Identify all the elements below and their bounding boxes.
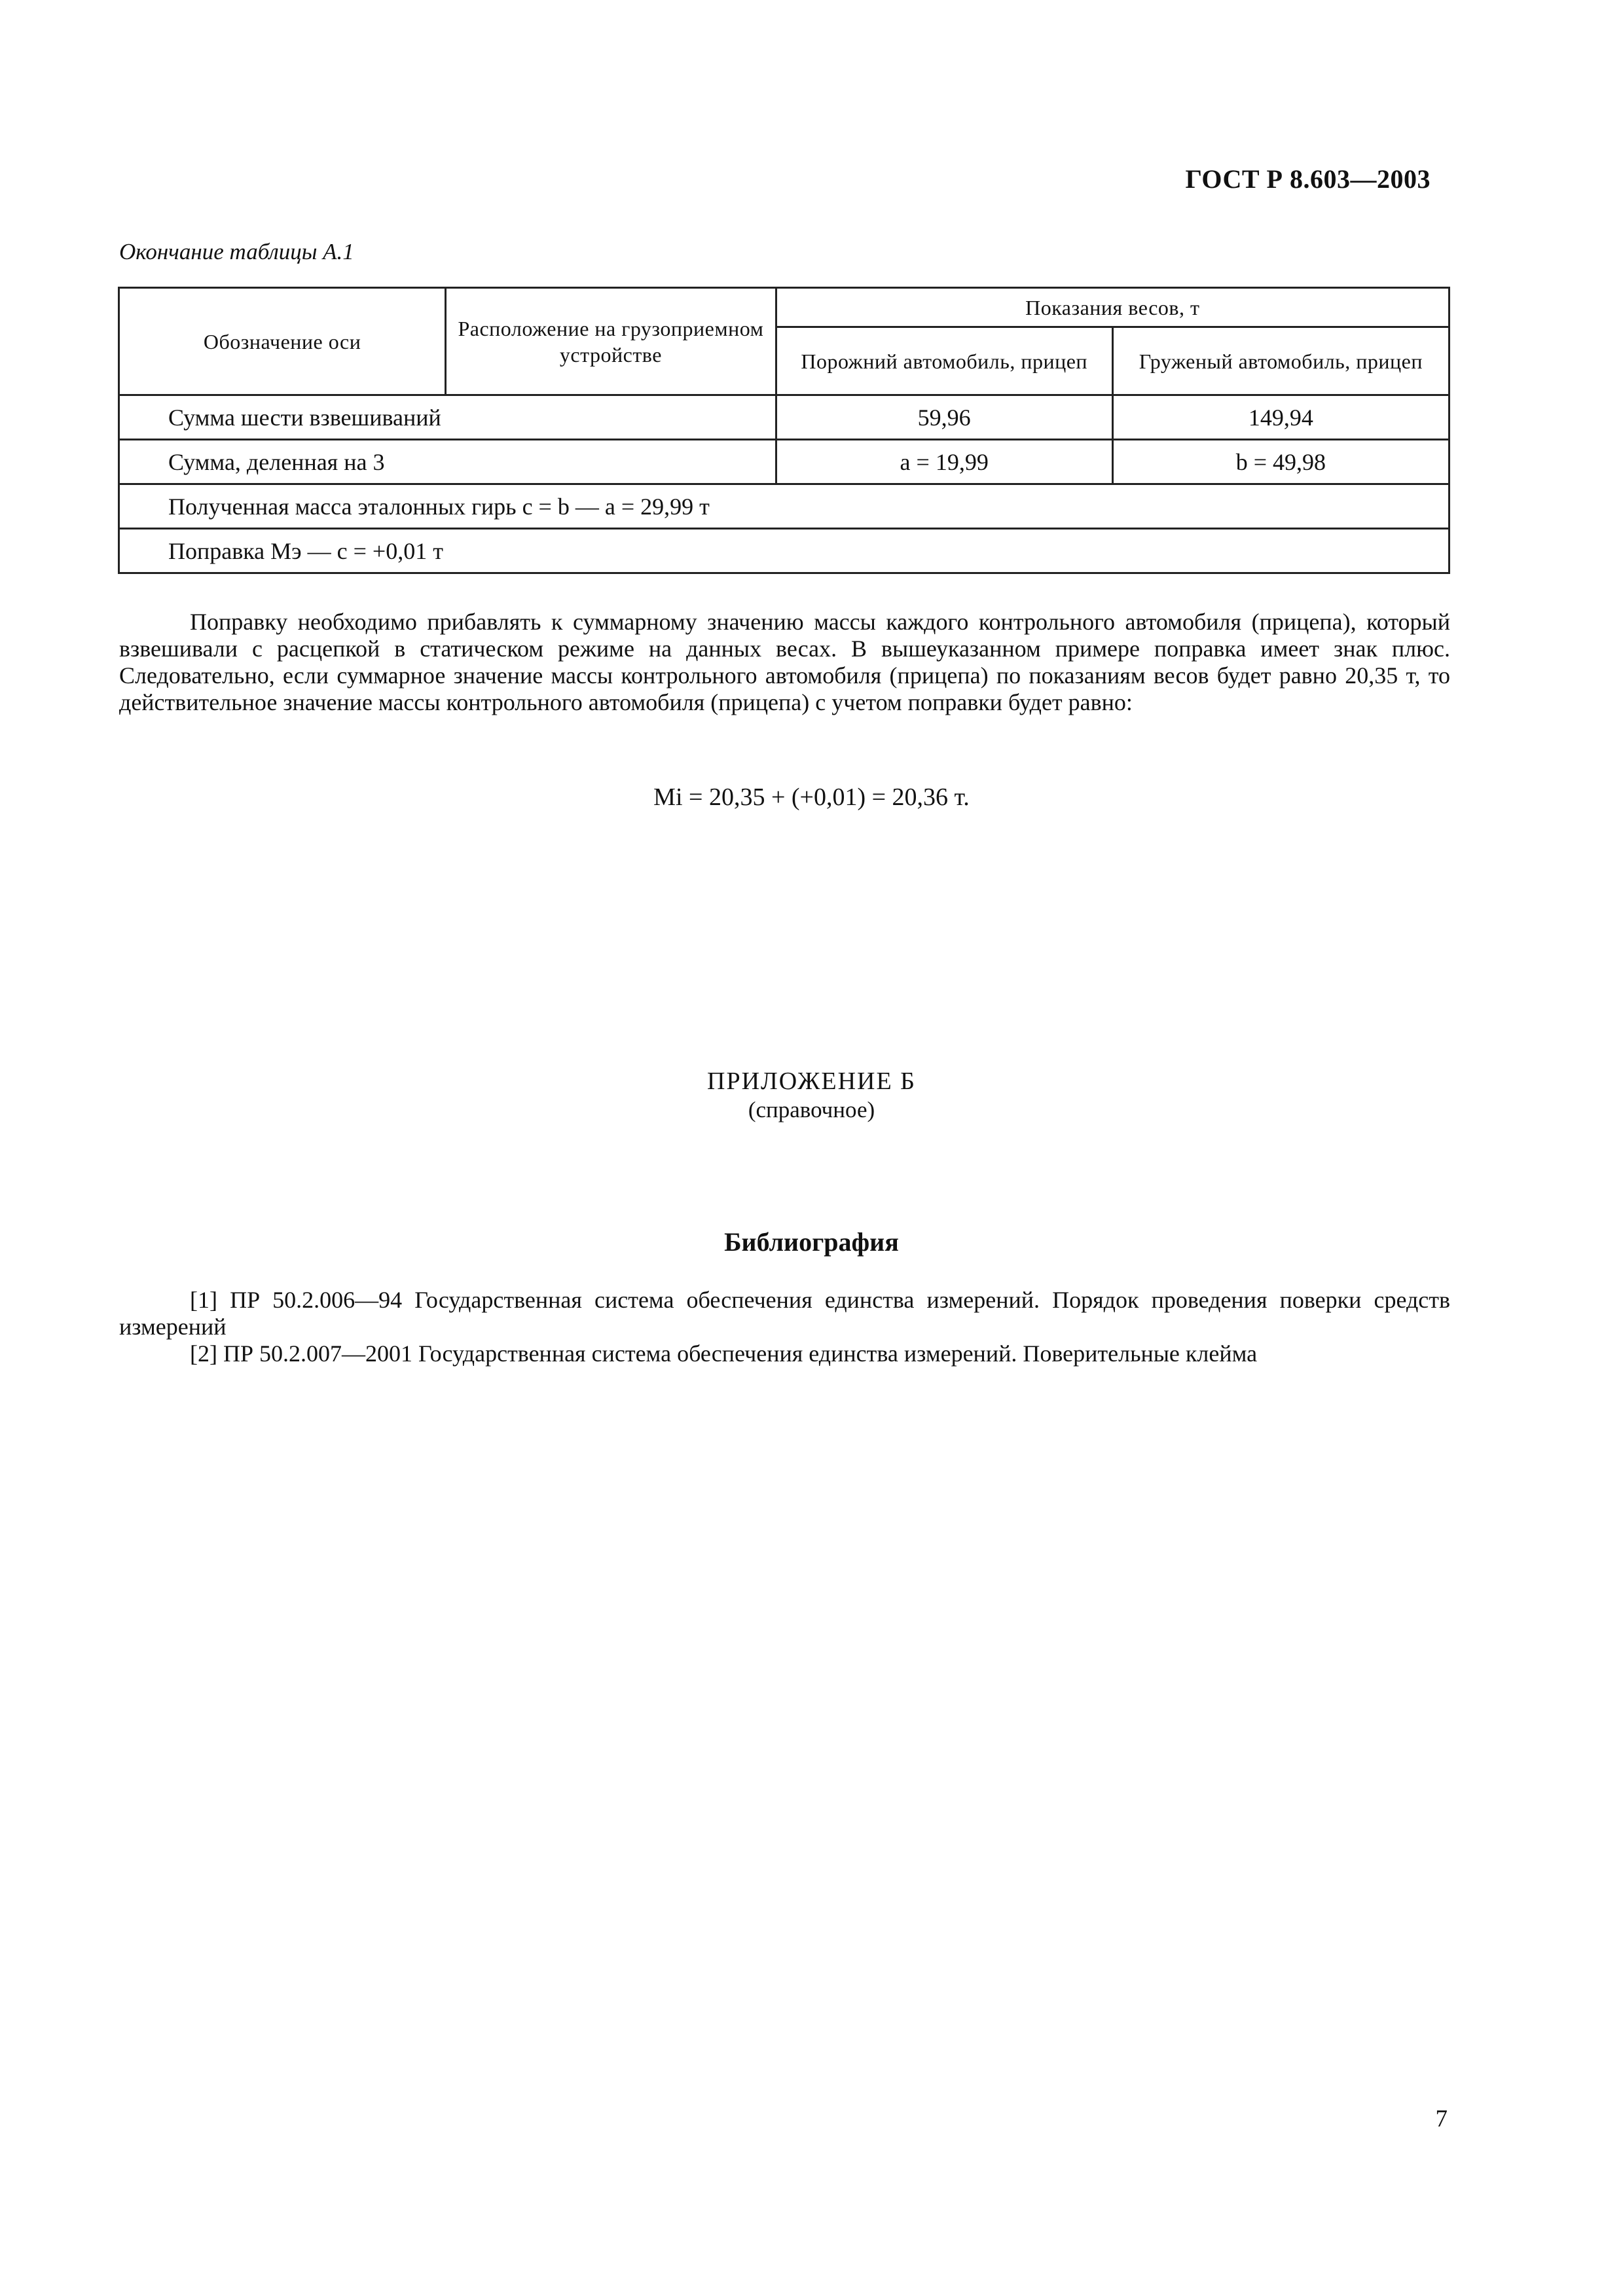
header-loaded-vehicle: Груженый автомобиль, прицеп [1112,327,1449,395]
weighing-table [118,287,1450,574]
formula: Mi = 20,35 + (+0,01) = 20,36 т. [653,783,970,811]
bibliography-item: [2] ПР 50.2.007—2001 Государственная система обеспечения единства измерений. Поверительные клейма [190,1340,1258,1367]
bibliography-title: Библиография [724,1227,899,1257]
table-row [119,529,1450,573]
table-row [119,395,1450,440]
row-loaded-value: 149,94 [1112,395,1449,440]
bibliography-item: [1] ПР 50.2.006—94 Государственная система обеспечения единства измерений. Порядок проведения поверки средств измерений [119,1287,1450,1340]
mass-row: Полученная масса эталонных гирь c = b — a = 29,99 т [119,484,1450,529]
header-readings: Показания весов, т [776,288,1449,327]
appendix-subtitle: (справочное) [748,1097,875,1122]
correction-row: Поправка Mэ — c = +0,01 т [119,529,1450,573]
paragraph-text: Поправку необходимо прибавлять к суммарному значению массы каждого контрольного автомобиля (прицепа), который взвешивали с расцепкой в статическом режиме на данных весах. В вышеуказанном примере поправка имеет знак плюс. Следовательно, если суммарное значение массы контрольного автомобиля (прицепа) по показаниям весов будет равно 20,35 т, то действительное значение массы контрольного автомобиля (прицепа) с учетом поправки будет равно: [119,609,1450,715]
row-label: Сумма шести взвешиваний [119,395,776,440]
row-loaded-value: b = 49,98 [1112,440,1449,484]
appendix-title: ПРИЛОЖЕНИЕ Б [707,1067,916,1095]
table-row [119,440,1450,484]
table-caption: Окончание таблицы А.1 [119,239,354,264]
document-code: ГОСТ Р 8.603—2003 [1185,164,1431,194]
bibliography-list [119,1287,1450,1367]
row-label: Сумма, деленная на 3 [119,440,776,484]
header-axis: Обозначение оси [119,288,446,395]
table-row [119,484,1450,529]
header-empty-vehicle: Порожний автомобиль, прицеп [776,327,1112,395]
header-location: Расположение на грузоприемном устройстве [446,288,776,395]
page-number: 7 [1435,2106,1448,2132]
row-empty-value: 59,96 [776,395,1112,440]
row-empty-value: a = 19,99 [776,440,1112,484]
correction-paragraph [119,609,1450,716]
